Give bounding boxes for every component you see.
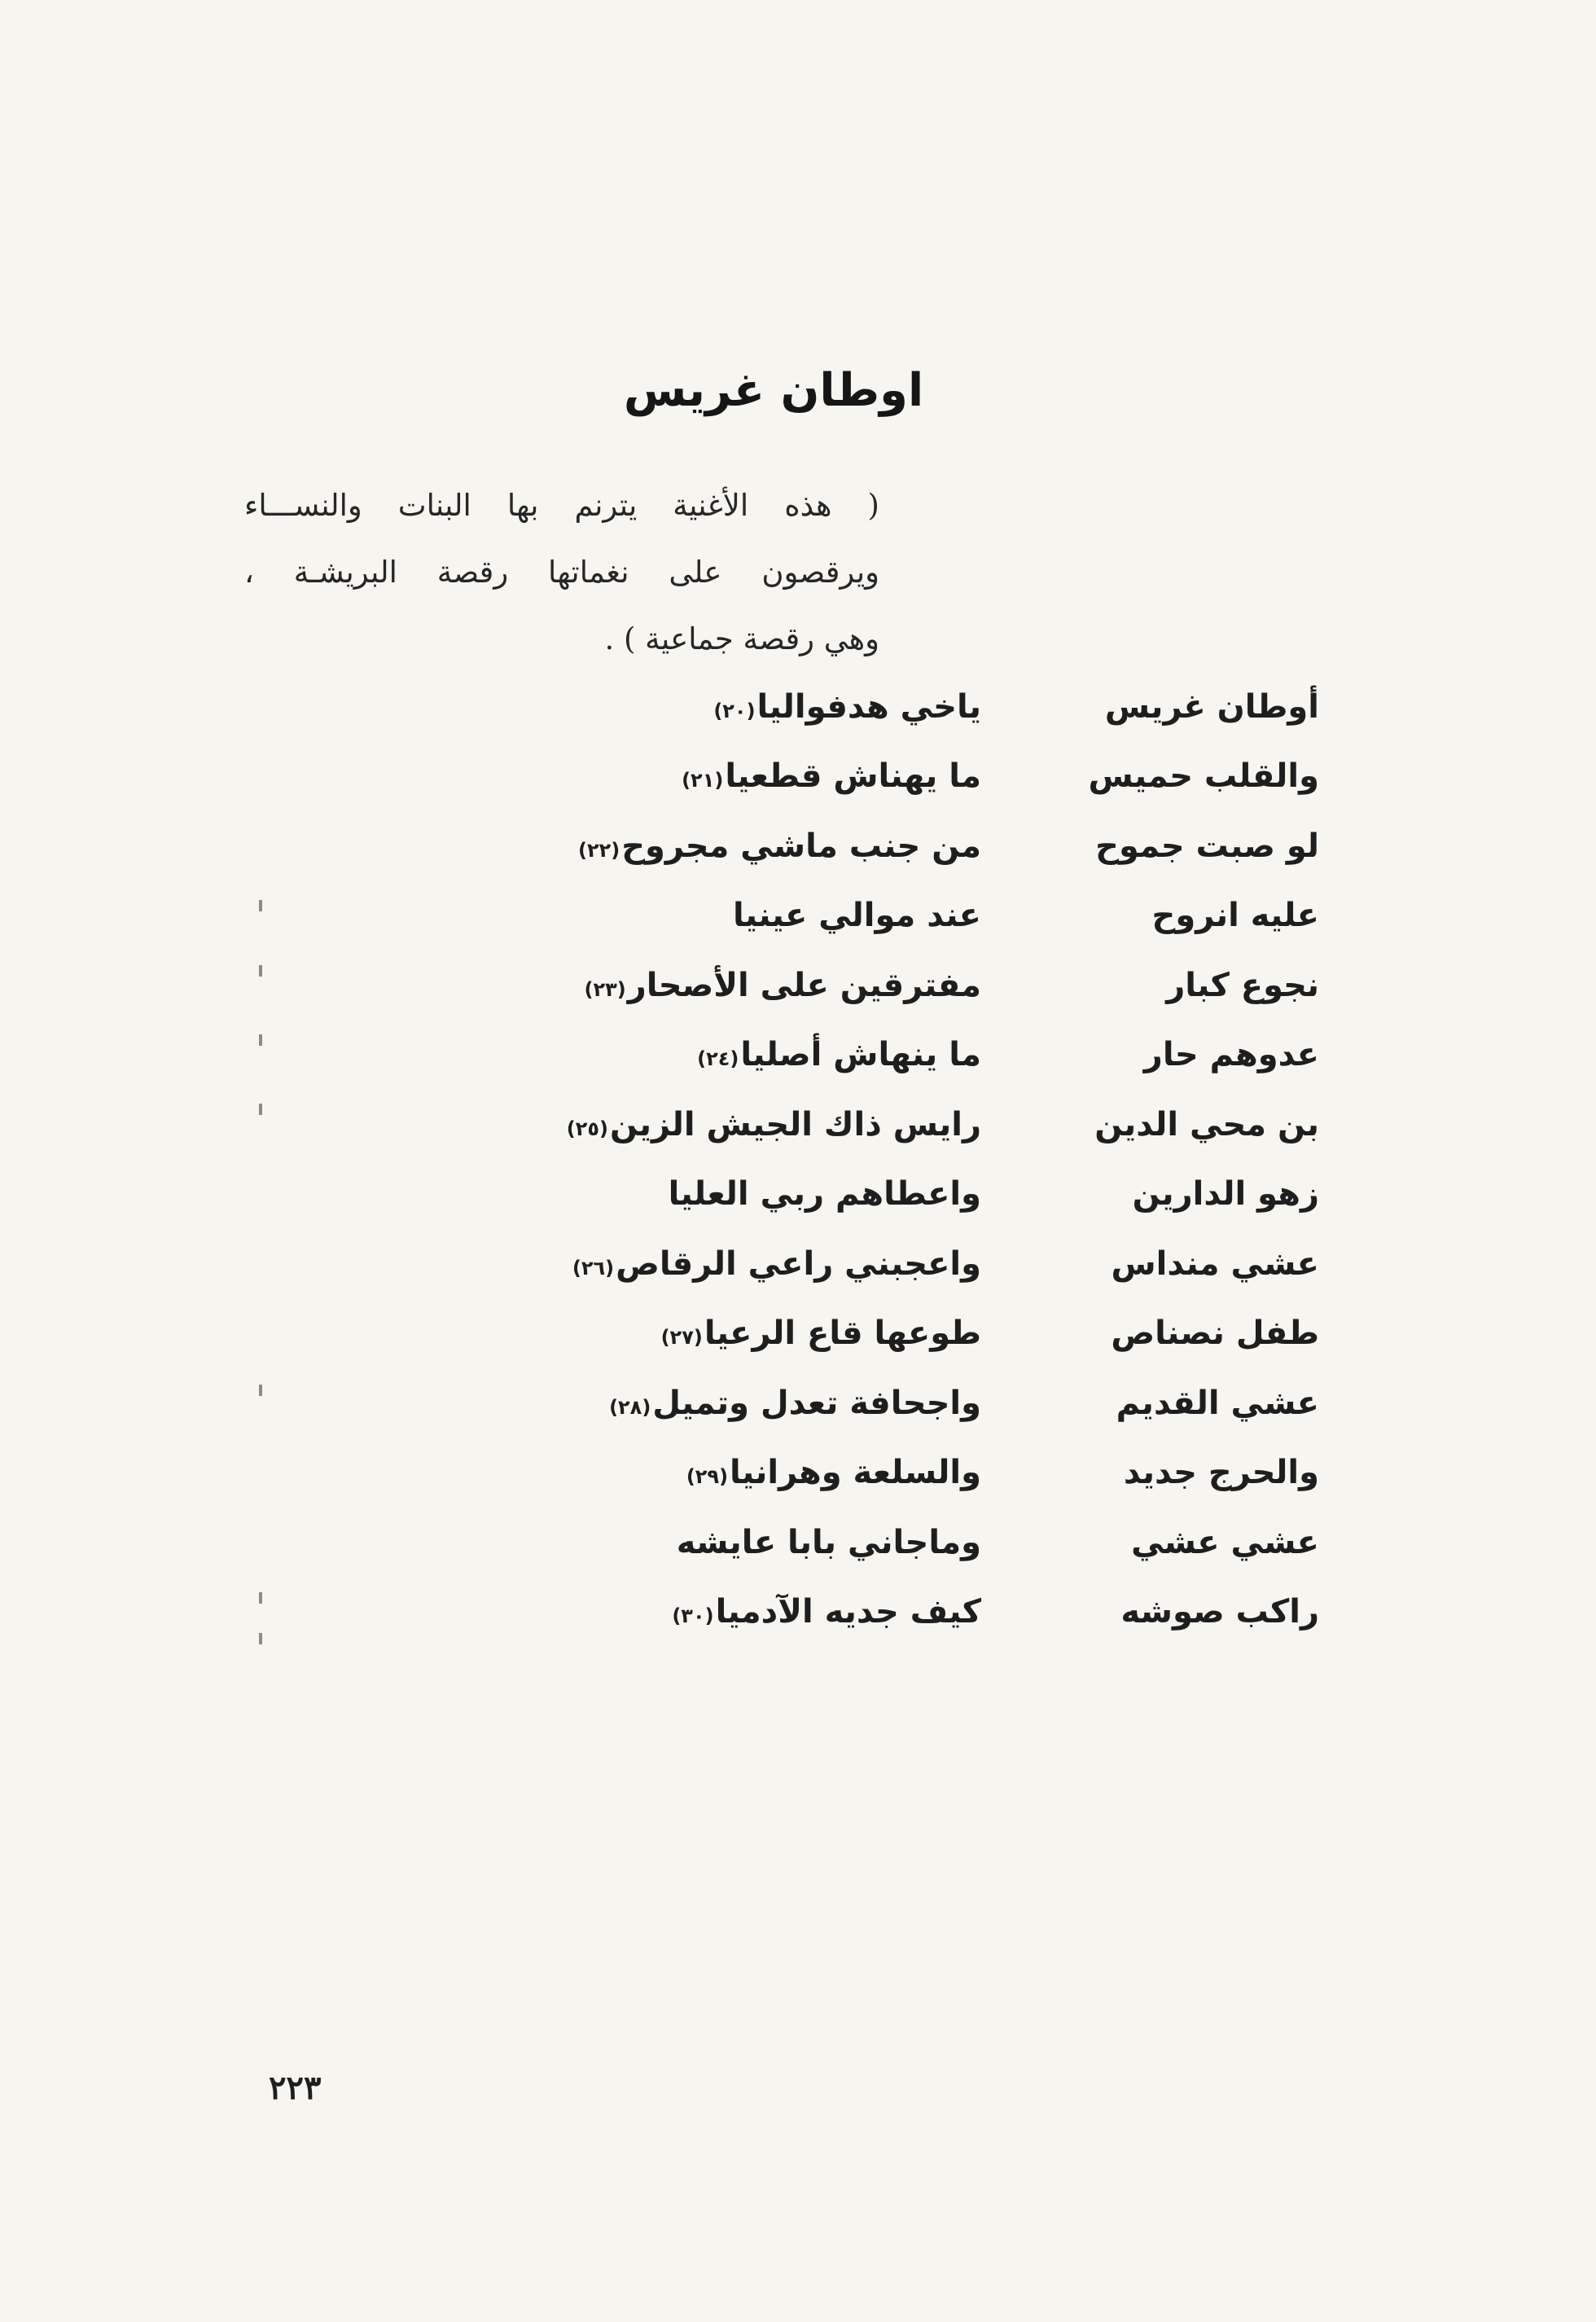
- verse-row: [562, 1578, 1319, 1648]
- verse-second-text: ما ينهاش أصليا: [740, 1036, 981, 1074]
- verse-second-hemistich: [562, 827, 981, 865]
- verse-first-hemistich: عشي منداس: [1111, 1244, 1319, 1283]
- verse-row: [562, 1229, 1319, 1299]
- page-number: ٢٢٣: [269, 2069, 322, 2107]
- margin-mark: [259, 1034, 262, 1046]
- verse-second-text: طوعها قاع الرعيا: [704, 1315, 981, 1353]
- intro-line-1: ( هذه الأغنية يترنم بها البنات والنســـاء: [244, 488, 879, 523]
- footnote-ref: (٢٨): [609, 1395, 651, 1419]
- verse-second-hemistich: [562, 1385, 981, 1422]
- verse-row: [562, 1090, 1319, 1160]
- footnote-ref: (٢٢): [577, 838, 620, 862]
- verse-second-hemistich: [562, 757, 981, 795]
- verse-first-hemistich: عشي القديم: [1116, 1384, 1319, 1422]
- verse-second-text: واجحافة تعدل وتميل: [652, 1384, 981, 1422]
- verse-second-hemistich: [562, 1524, 981, 1561]
- verse-row: [562, 811, 1319, 881]
- margin-mark: [259, 900, 262, 911]
- margin-mark: [259, 965, 262, 977]
- verse-second-text: ما يهناش قطعيا: [725, 757, 981, 796]
- verse-row: [562, 1368, 1319, 1438]
- verse-second-text: والسلعة وهرانيا: [730, 1454, 981, 1492]
- verse-second-text: من جنب ماشي مجروح: [621, 827, 981, 865]
- verse-second-text: وماجاني بابا عايشه: [676, 1523, 981, 1561]
- verse-row: [562, 1508, 1319, 1578]
- verse-row: [562, 950, 1319, 1021]
- verse-second-hemistich: [562, 1454, 981, 1491]
- verse-second-text: واعجبني راعي الرقاص: [616, 1244, 981, 1283]
- verse-row: [562, 672, 1319, 742]
- footnote-ref: (٢٠): [713, 699, 756, 722]
- verse-first-hemistich: راكب صوشه: [1120, 1593, 1319, 1631]
- verse-row: [562, 1299, 1319, 1369]
- verse-second-text: كيف جديه الآدميا: [715, 1593, 981, 1631]
- footnote-ref: (٢٦): [572, 1256, 615, 1280]
- intro-note: [244, 472, 879, 673]
- verse-second-text: مفترقين على الأصحار: [627, 966, 981, 1004]
- verse-second-hemistich: [562, 1245, 981, 1283]
- verse-row: [562, 742, 1319, 812]
- verse-second-hemistich: [562, 688, 981, 726]
- verse-second-hemistich: [562, 1593, 981, 1631]
- page-title: اوطان غريس: [623, 364, 924, 417]
- margin-mark: [259, 1385, 262, 1396]
- verse-row: [562, 881, 1319, 951]
- verse-first-hemistich: عشي عشي: [1131, 1523, 1319, 1561]
- verse-row: [562, 1160, 1319, 1230]
- verse-second-hemistich: [562, 1036, 981, 1073]
- verse-row: [562, 1021, 1319, 1091]
- verse-first-hemistich: نجوع كبار: [1166, 966, 1319, 1004]
- margin-mark: [259, 1104, 262, 1115]
- verse-second-hemistich: [562, 897, 981, 934]
- verse-first-hemistich: لو صبت جموح: [1095, 827, 1319, 865]
- footnote-ref: (٣٠): [672, 1604, 714, 1628]
- verse-second-hemistich: [562, 967, 981, 1004]
- intro-line-2: ويرقصون على نغماتها رقصة البريشـة ،: [244, 555, 879, 590]
- verse-first-hemistich: عليه انروح: [1151, 897, 1319, 935]
- verse-list: [562, 672, 1319, 1647]
- footnote-ref: (٢٥): [566, 1117, 608, 1140]
- verse-first-hemistich: والقلب حميس: [1088, 757, 1319, 796]
- verse-second-hemistich: [562, 1175, 981, 1213]
- verse-second-text: عند موالي عينيا: [733, 897, 981, 935]
- footnote-ref: (٢١): [682, 769, 724, 792]
- verse-first-hemistich: طفل نصناص: [1111, 1315, 1319, 1353]
- margin-mark: [259, 1633, 262, 1644]
- verse-row: [562, 1438, 1319, 1508]
- footnote-ref: (٢٣): [584, 977, 626, 1001]
- verse-first-hemistich: زهو الدارين: [1132, 1175, 1319, 1214]
- intro-line-3: وهي رقصة جماعية ) .: [604, 621, 879, 656]
- verse-second-hemistich: [562, 1106, 981, 1143]
- verse-first-hemistich: بن محي الدين: [1094, 1105, 1319, 1143]
- verse-second-hemistich: [562, 1315, 981, 1352]
- verse-first-hemistich: والحرج جديد: [1123, 1454, 1319, 1492]
- verse-second-text: رايس ذاك الجيش الزين: [609, 1105, 981, 1143]
- footnote-ref: (٢٤): [697, 1047, 739, 1071]
- margin-mark: [259, 1592, 262, 1604]
- footnote-ref: (٢٩): [686, 1465, 729, 1489]
- verse-second-text: واعطاهم ربي العليا: [668, 1175, 981, 1214]
- verse-second-text: ياخي هدفواليا: [756, 687, 981, 726]
- verse-first-hemistich: عدوهم حار: [1143, 1036, 1319, 1074]
- verse-first-hemistich: أوطان غريس: [1104, 687, 1319, 726]
- footnote-ref: (٢٧): [660, 1326, 703, 1350]
